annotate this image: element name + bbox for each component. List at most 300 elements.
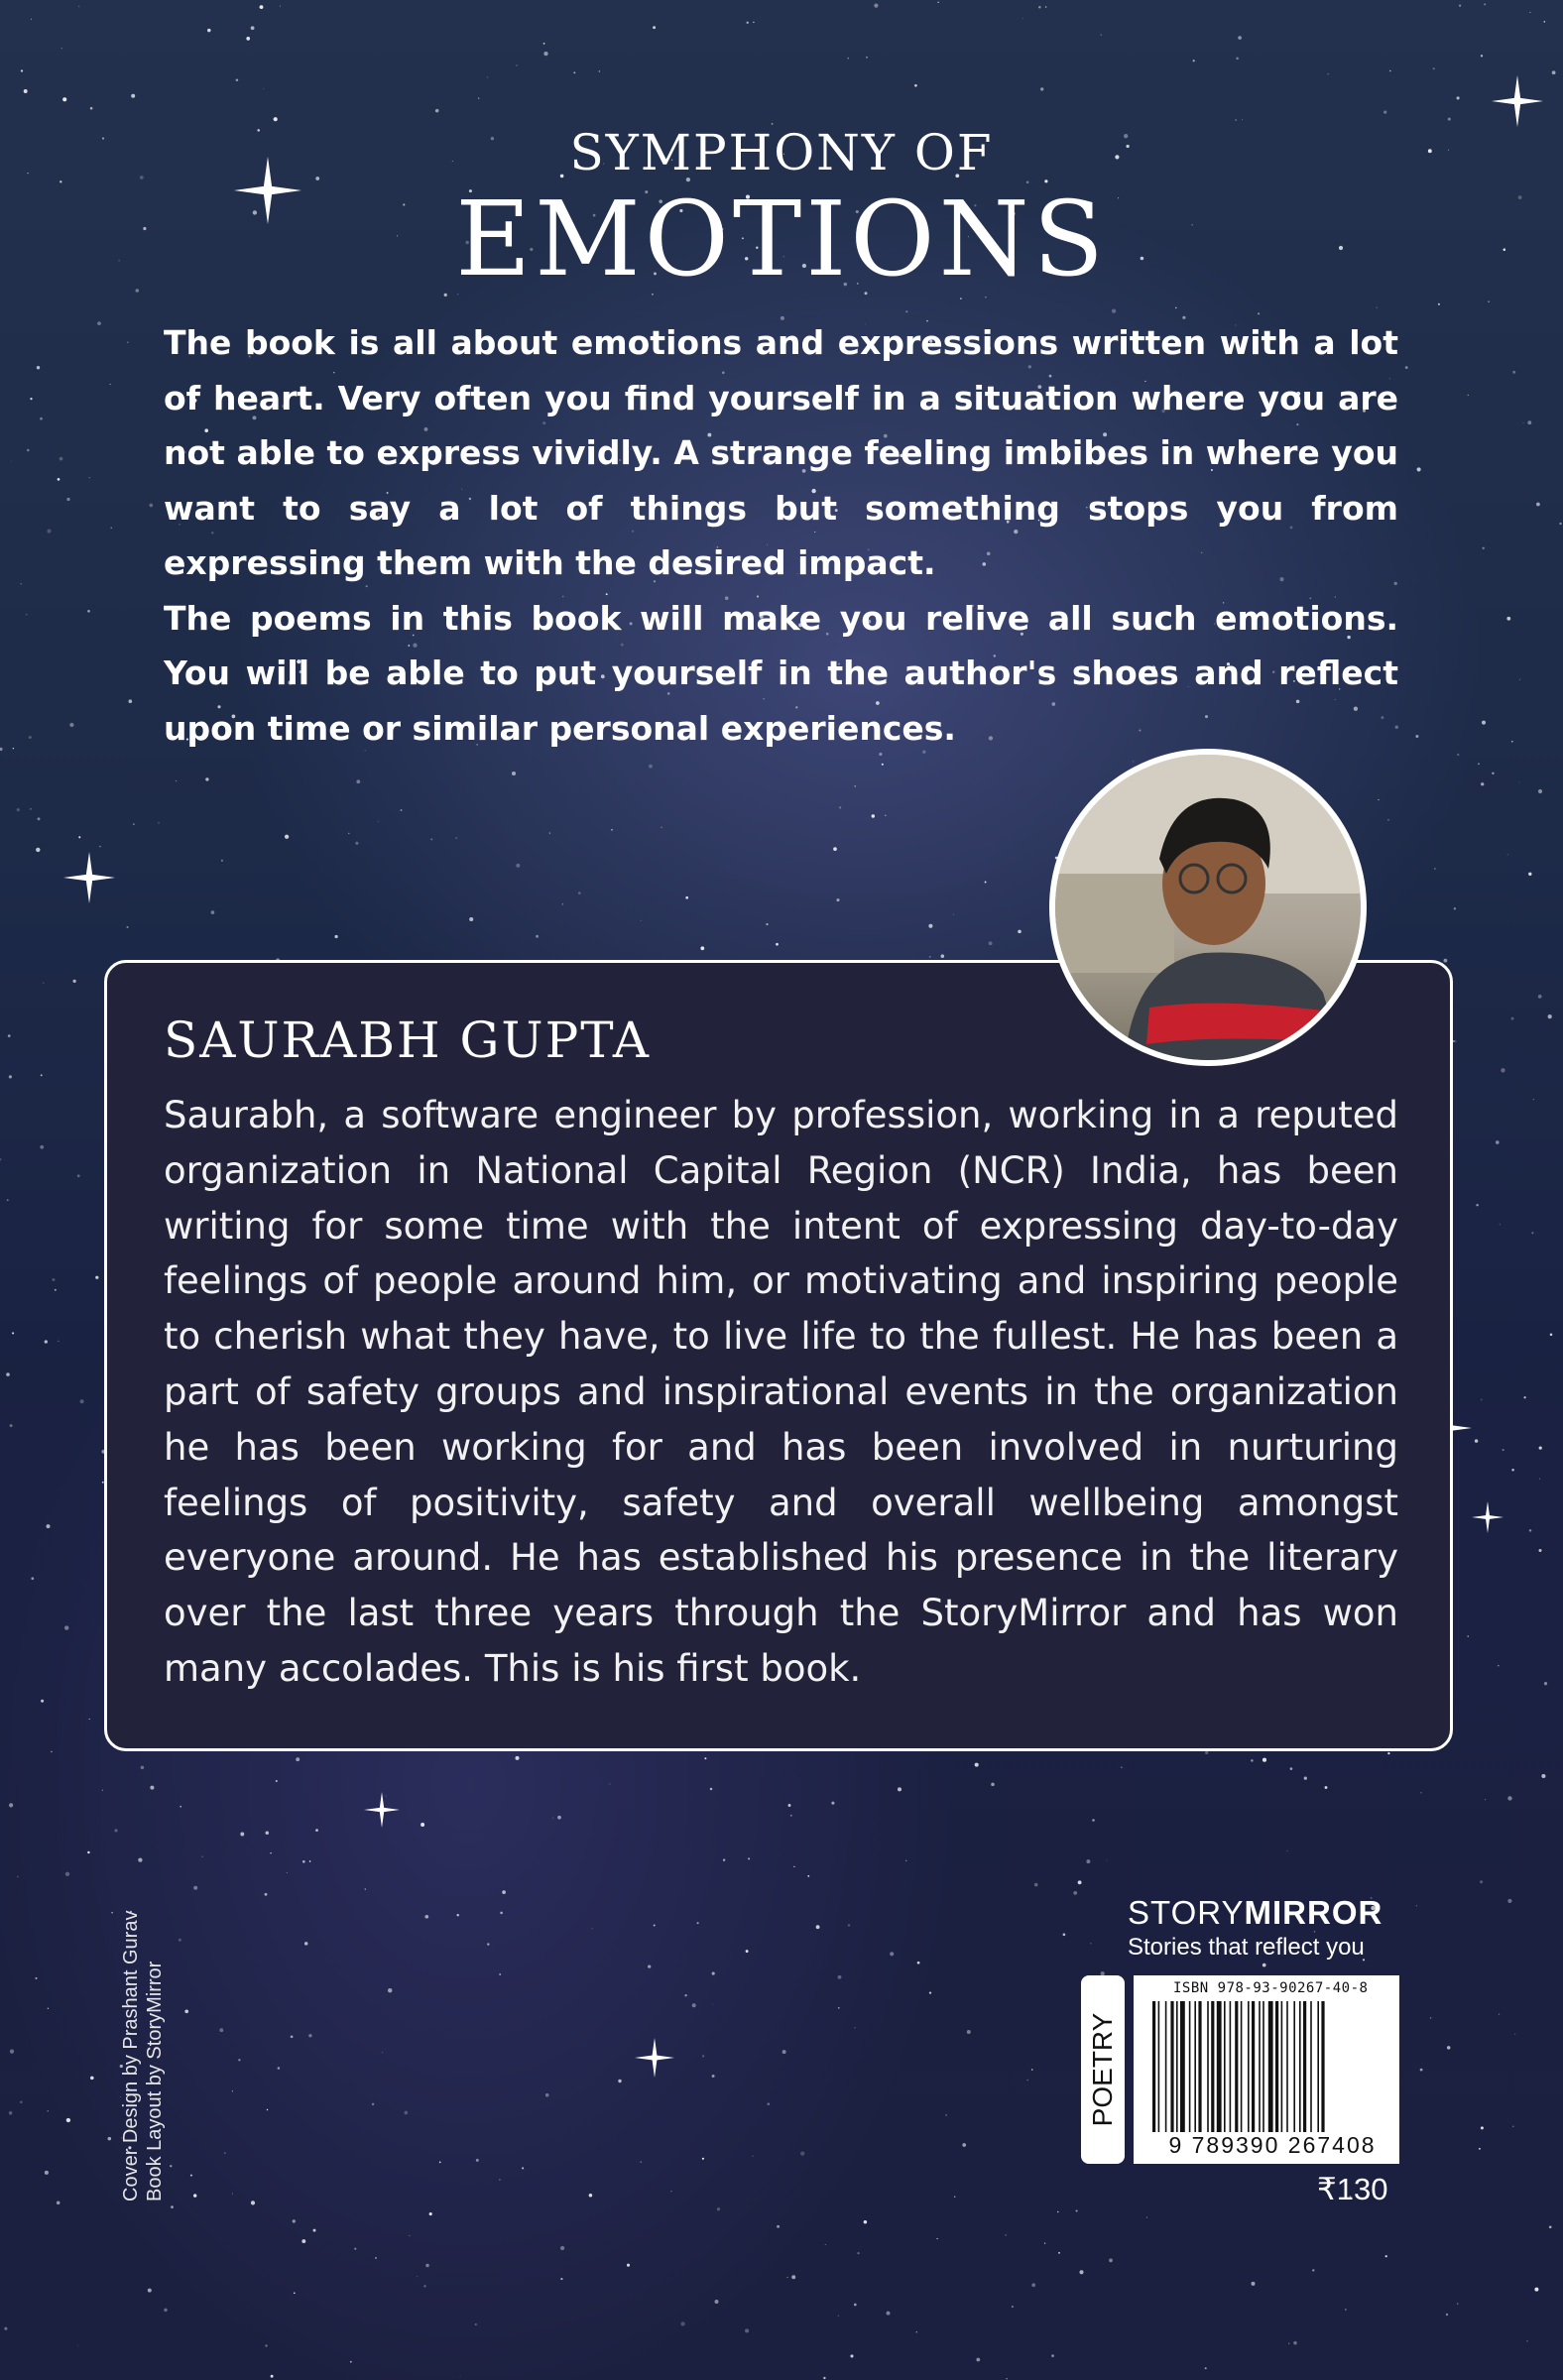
price: ₹130 [1317, 2172, 1388, 2206]
star [752, 2155, 753, 2156]
star [159, 822, 160, 823]
star [1325, 1786, 1328, 1789]
star [1027, 2080, 1029, 2082]
star [1076, 2209, 1078, 2211]
star [976, 2358, 980, 2362]
star [1405, 366, 1408, 369]
star [1040, 87, 1043, 90]
book-title-line2: EMOTIONS [455, 178, 1108, 299]
star [193, 1886, 197, 1890]
star [148, 2289, 152, 2293]
barcode-bar [1299, 2001, 1301, 2132]
star [776, 943, 779, 946]
star [1235, 119, 1237, 121]
star [545, 2093, 548, 2096]
star [1475, 1439, 1478, 1442]
star [1534, 2288, 1538, 2292]
star [1531, 1232, 1533, 1234]
star [1328, 73, 1329, 74]
star [1051, 2354, 1054, 2357]
star [386, 1795, 387, 1796]
star [7, 1199, 9, 1201]
star [61, 48, 62, 49]
star [238, 2059, 240, 2061]
star [1378, 799, 1379, 800]
star [823, 2377, 825, 2379]
star [1121, 1766, 1123, 1768]
star [176, 780, 177, 781]
star [1500, 1224, 1501, 1225]
star [1481, 2126, 1484, 2129]
star [4, 2327, 7, 2330]
star [1146, 2217, 1147, 2218]
star [1031, 2069, 1033, 2071]
star [609, 1783, 610, 1784]
star [1073, 1891, 1077, 1895]
star [41, 1700, 44, 1703]
star [409, 2235, 410, 2236]
star [8, 1034, 11, 1037]
star [1238, 36, 1242, 40]
star [838, 1975, 842, 1979]
star [627, 2264, 630, 2267]
star [90, 107, 93, 110]
star [1262, 1964, 1266, 1967]
star [670, 2191, 671, 2192]
star [41, 1074, 43, 1076]
sparkle-star [635, 2038, 674, 2078]
star [1417, 467, 1421, 471]
star [372, 2103, 375, 2106]
sparkle-star [1472, 1501, 1503, 1533]
star [1018, 930, 1022, 934]
star [839, 806, 841, 808]
star [108, 2137, 112, 2141]
star [833, 847, 837, 851]
star [205, 777, 208, 780]
star [455, 837, 457, 839]
star [905, 310, 907, 312]
star [1288, 2343, 1289, 2344]
barcode-bar [1180, 2001, 1185, 2132]
star [11, 461, 12, 462]
star [48, 2110, 49, 2111]
star [1499, 2014, 1500, 2015]
star [99, 846, 101, 848]
star [72, 980, 75, 983]
star [1193, 60, 1195, 61]
star [304, 1942, 308, 1946]
star [1507, 854, 1508, 855]
sparkle-star [63, 852, 115, 903]
star [500, 1912, 503, 1915]
star [1236, 58, 1239, 60]
barcode-bar [1211, 2001, 1214, 2132]
star [1448, 118, 1451, 121]
star [266, 1831, 270, 1835]
star [1107, 1860, 1108, 1861]
star [1519, 679, 1520, 680]
star [941, 954, 945, 958]
star [914, 84, 917, 87]
barcode-bar [1207, 2001, 1209, 2132]
barcode-bar [1281, 2001, 1283, 2132]
star [680, 2321, 684, 2325]
star [232, 2194, 233, 2195]
star [87, 610, 90, 613]
star [917, 1962, 920, 1964]
star [274, 117, 278, 121]
star [40, 1145, 44, 1149]
star [285, 835, 289, 839]
star [37, 366, 40, 369]
star [712, 2004, 713, 2005]
star [334, 935, 337, 938]
star [1433, 67, 1435, 69]
star [30, 808, 31, 809]
author-name: SAURABH GUPTA [164, 1012, 651, 1069]
star [1420, 1792, 1421, 1793]
star [1526, 2340, 1528, 2342]
star [232, 2090, 233, 2091]
star [685, 896, 688, 899]
star [27, 449, 30, 452]
star [36, 848, 40, 852]
star [1519, 781, 1520, 782]
barcode-bar [1158, 2001, 1160, 2132]
star [114, 1829, 117, 1832]
star [543, 52, 547, 56]
star [1543, 21, 1545, 23]
star [855, 785, 856, 786]
star [1459, 5, 1461, 7]
star [967, 2030, 971, 2034]
star [313, 2229, 316, 2232]
star [692, 2003, 696, 2007]
star [1078, 1880, 1082, 1884]
star [263, 88, 264, 89]
star [354, 2248, 356, 2250]
star [1457, 96, 1460, 99]
star [1252, 2282, 1256, 2286]
book-blurb [164, 315, 1398, 756]
star [1511, 1469, 1514, 1472]
star [17, 1876, 19, 1878]
genre-label: POETRY [1087, 2012, 1118, 2127]
star [1447, 2046, 1451, 2050]
star [309, 1860, 311, 1862]
star [1457, 754, 1459, 756]
star [315, 1829, 318, 1832]
star [936, 2238, 937, 2239]
star [557, 1816, 561, 1820]
star [138, 1857, 142, 1861]
star [1481, 55, 1483, 57]
star [599, 70, 600, 71]
star [1488, 301, 1489, 302]
barcode-bar [1189, 2001, 1191, 2132]
star [1559, 523, 1561, 525]
star [905, 1860, 906, 1861]
star [746, 1950, 749, 1953]
star [291, 2035, 294, 2038]
star [460, 2376, 461, 2377]
star [945, 2114, 947, 2116]
star [1112, 309, 1116, 313]
star [512, 772, 516, 775]
star [850, 2354, 853, 2357]
star [1485, 1799, 1486, 1800]
star [1420, 2069, 1423, 2072]
star [278, 2067, 281, 2070]
star [885, 815, 886, 816]
star [578, 892, 581, 894]
star [77, 1174, 80, 1177]
star [110, 384, 111, 385]
star [424, 1915, 428, 1919]
barcode-bar [1310, 2001, 1312, 2132]
star [475, 2323, 477, 2325]
star [989, 941, 993, 945]
star [1536, 503, 1540, 507]
star [430, 838, 432, 840]
star [1544, 1682, 1547, 1685]
star [1529, 12, 1530, 13]
star [111, 528, 112, 529]
star [702, 2158, 704, 2160]
star [171, 2205, 174, 2208]
star [1512, 2125, 1514, 2127]
sparkle-star [364, 1792, 400, 1828]
star [1503, 1449, 1504, 1451]
star [1383, 111, 1386, 114]
star [641, 920, 642, 921]
star [425, 2264, 428, 2267]
star [825, 2244, 826, 2245]
star [1079, 2270, 1083, 2274]
star [21, 69, 23, 71]
star [66, 2118, 70, 2122]
star [700, 946, 704, 950]
star [13, 748, 14, 749]
star [89, 477, 90, 478]
star [1133, 761, 1134, 762]
star [975, 1763, 979, 1767]
star [66, 498, 69, 501]
star [562, 903, 563, 904]
star [816, 1925, 820, 1929]
star [1484, 3, 1486, 5]
barcode-bar [1198, 2001, 1201, 2132]
star [251, 2201, 255, 2204]
star [102, 1790, 103, 1791]
star [1205, 2367, 1207, 2369]
star [790, 1815, 792, 1817]
star [40, 417, 43, 420]
star [190, 2175, 192, 2177]
star [1481, 782, 1484, 785]
star [429, 2212, 432, 2215]
star [1523, 1396, 1525, 1398]
star [838, 2316, 839, 2317]
star [1541, 1774, 1545, 1778]
star [684, 1994, 686, 1996]
star [1242, 119, 1243, 120]
star [745, 2328, 749, 2332]
star [10, 1424, 13, 1427]
star [1538, 1549, 1541, 1552]
star [618, 2080, 621, 2082]
star [962, 2143, 966, 2147]
star [487, 76, 488, 77]
star [207, 29, 210, 32]
star [536, 935, 539, 938]
star [516, 64, 517, 65]
star [1312, 2269, 1314, 2271]
star [653, 26, 656, 29]
star [766, 923, 768, 925]
star [929, 956, 931, 958]
star [1527, 420, 1531, 424]
barcode-bar [1152, 2001, 1155, 2132]
star [251, 26, 255, 30]
star [854, 2027, 855, 2028]
star [1468, 395, 1470, 397]
star [954, 2196, 955, 2197]
barcode-bar [1262, 2001, 1264, 2132]
star [887, 2312, 891, 2316]
barcode-bar [1217, 2001, 1222, 2132]
star [193, 2194, 196, 2197]
star [355, 842, 358, 845]
star [47, 530, 51, 534]
star [64, 1625, 68, 1629]
star [1507, 1899, 1511, 1903]
barcode-bar [1248, 2001, 1250, 2132]
star [560, 2278, 562, 2280]
star [848, 1924, 850, 1926]
barcode-bar [1224, 2001, 1226, 2132]
star [953, 914, 954, 915]
star [1438, 303, 1440, 305]
star [697, 1922, 699, 1924]
publisher-logo [1128, 1894, 1383, 1932]
star [589, 2194, 593, 2198]
star [260, 5, 264, 9]
star [515, 1756, 519, 1760]
star [1480, 1880, 1483, 1883]
star [9, 2111, 13, 2115]
star [552, 1818, 553, 1819]
star [560, 2246, 564, 2250]
star [1058, 2252, 1060, 2254]
cover-design-credit: Cover Design by Prashant Gurav [120, 1910, 142, 2202]
star [573, 71, 575, 73]
star [1501, 1068, 1504, 1072]
star [712, 2075, 715, 2078]
star [423, 2285, 425, 2287]
barcode [1150, 2001, 1388, 2132]
barcode-bar [1235, 2001, 1238, 2132]
star [1205, 1751, 1208, 1754]
star [1090, 1943, 1091, 1944]
publisher-logo-story: STORY [1128, 1894, 1245, 1931]
publisher-tagline: Stories that reflect you [1128, 1934, 1365, 1961]
star [378, 821, 379, 822]
star [77, 2345, 78, 2346]
barcode-bar [1317, 2001, 1319, 2132]
star [549, 833, 550, 834]
star [1539, 1479, 1540, 1480]
star [287, 1872, 288, 1873]
star [348, 833, 350, 835]
star [131, 94, 135, 98]
barcode-bar [1303, 2001, 1306, 2132]
star [916, 2331, 917, 2332]
star [149, 504, 153, 508]
star [375, 2257, 377, 2259]
star [69, 723, 73, 727]
star [1468, 1635, 1469, 1636]
star [80, 1399, 84, 1403]
barcode-bar [1170, 2001, 1173, 2132]
star [48, 2008, 49, 2009]
star [1092, 1819, 1095, 1822]
star [848, 58, 849, 59]
star [1387, 819, 1389, 821]
book-layout-credit: Book Layout by StoryMirror [144, 1961, 166, 2202]
star [1086, 1859, 1090, 1863]
star [417, 2276, 418, 2277]
star [717, 2207, 720, 2210]
star [929, 1991, 931, 1993]
star [1511, 741, 1513, 743]
star [1514, 2034, 1515, 2035]
star [478, 97, 479, 98]
star [9, 1803, 13, 1807]
star [777, 2225, 780, 2228]
star [1063, 1933, 1066, 1936]
star [649, 765, 653, 769]
star [296, 1757, 300, 1761]
star [1006, 2378, 1007, 2379]
star [1476, 1204, 1478, 1206]
star [753, 22, 754, 23]
star [12, 1332, 14, 1334]
star [1012, 2306, 1014, 2308]
star [133, 823, 134, 824]
star [800, 2151, 804, 2155]
star [280, 6, 281, 7]
star [476, 2159, 479, 2162]
star [1389, 70, 1391, 72]
star [1479, 2148, 1481, 2150]
star [180, 1806, 181, 1808]
star [748, 1857, 750, 1859]
star [95, 1276, 98, 1279]
star [62, 97, 66, 101]
star [882, 764, 884, 766]
star [271, 2375, 274, 2378]
star [611, 829, 613, 831]
star [928, 924, 932, 928]
star [1533, 1099, 1534, 1100]
star [9, 1075, 12, 1078]
star [1304, 1777, 1307, 1780]
star [838, 2007, 840, 2009]
star [1031, 2283, 1035, 2287]
star [1444, 959, 1448, 963]
